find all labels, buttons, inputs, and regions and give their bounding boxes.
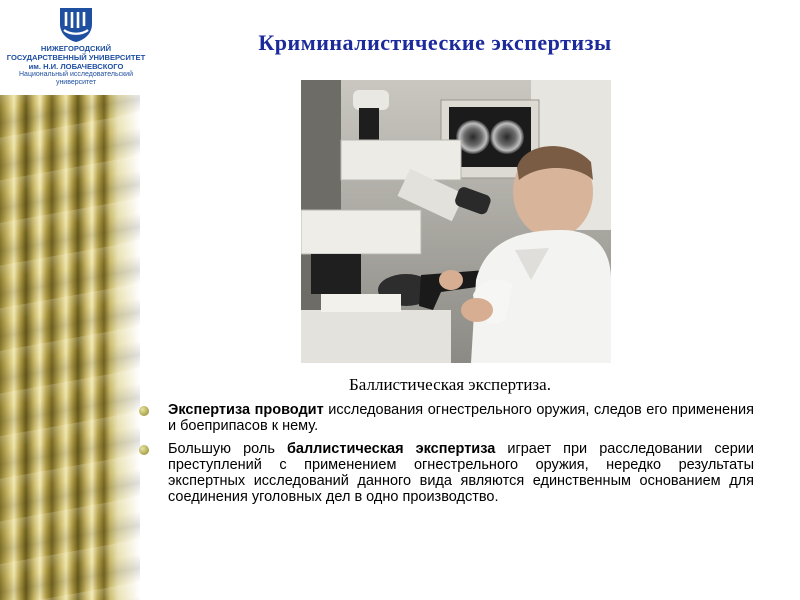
bullet-1-text: исследования огнестрельного оружия, следов его применения и боеприпасов к нему. <box>168 402 754 434</box>
bullet-2-bold-text: баллистическая экспертиза <box>286 441 496 457</box>
logo-text-line-2: ГОСУДАРСТВЕННЫЙ УНИВЕРСИТЕТ <box>6 53 146 62</box>
ballistic-expert-photo <box>301 80 611 363</box>
university-emblem-icon <box>56 4 96 44</box>
logo-text-line-4: Национальный исследовательский <box>19 71 133 78</box>
bullet-dot-icon <box>139 406 149 416</box>
logo-text-line-5: университет <box>55 79 97 86</box>
logo-text-line-1: НИЖЕГОРОДСКИЙ <box>40 44 112 53</box>
bullet-2-text: играет при расследовании серии преступлений с применением огнестрельного оружия, нередко результаты экспертных исследований данного вида являются единственным основанием для соединения уголовных дел в одно производство. <box>168 441 754 505</box>
bullet-item-1 <box>138 402 754 434</box>
decorative-gold-stripe <box>0 95 140 600</box>
bullet-item-2 <box>138 441 754 505</box>
bullet-2-prefix: Большую роль <box>168 441 287 457</box>
university-logo <box>6 4 146 87</box>
bullet-list <box>138 402 754 512</box>
photo-caption: Баллистическая экспертиза. <box>349 375 551 394</box>
bullet-dot-icon <box>139 445 149 455</box>
bullet-1-bold-text: Экспертиза проводит <box>168 402 324 418</box>
logo-text-line-3: им. Н.И. ЛОБАЧЕВСКОГО <box>28 62 124 71</box>
slide-title: Криминалистические экспертизы <box>258 30 612 55</box>
